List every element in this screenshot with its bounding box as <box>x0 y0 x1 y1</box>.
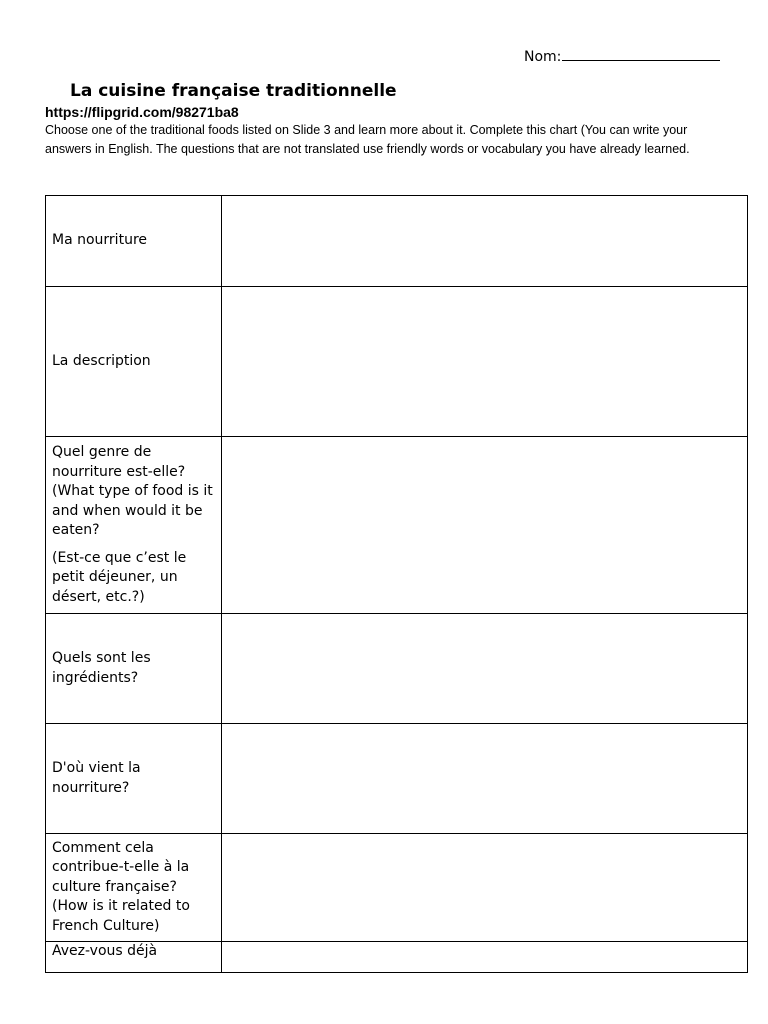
question-cell <box>46 614 222 724</box>
question-text: Avez-vous déjà <box>52 943 158 959</box>
question-text: Quel genre de nourriture est-elle? (What type of food is it and when would it be eaten? <box>52 444 213 538</box>
table-row <box>46 196 748 287</box>
question-cell <box>46 196 222 287</box>
answer-cell[interactable] <box>222 287 748 437</box>
question-text: Ma nourriture <box>52 232 147 249</box>
answer-cell[interactable] <box>222 942 748 973</box>
answer-cell[interactable] <box>222 834 748 942</box>
question-text: D'où vient la nourriture? <box>52 760 141 796</box>
table-row <box>46 437 748 614</box>
table-row <box>46 724 748 834</box>
table-row <box>46 614 748 724</box>
name-field[interactable] <box>524 46 720 65</box>
table-row <box>46 287 748 437</box>
name-label: Nom: <box>524 49 562 65</box>
page-title: La cuisine française traditionnelle <box>70 81 397 101</box>
answer-cell[interactable] <box>222 724 748 834</box>
name-blank-line[interactable] <box>562 46 720 61</box>
answer-cell[interactable] <box>222 437 748 614</box>
flipgrid-link[interactable]: https://flipgrid.com/98271ba8 <box>45 104 239 120</box>
question-cell <box>46 437 222 614</box>
answer-cell[interactable] <box>222 614 748 724</box>
table-row <box>46 834 748 942</box>
question-text: La description <box>52 352 151 369</box>
instructions-text: Choose one of the traditional foods listed on Slide 3 and learn more about it. Complete this chart (You can write your answers in English. The questions that are not translated use friendly words or vocabulary you have already learned. <box>45 123 690 156</box>
question-cell <box>46 287 222 437</box>
question-cell <box>46 724 222 834</box>
table-row <box>46 942 748 973</box>
answer-cell[interactable] <box>222 196 748 287</box>
question-cell <box>46 834 222 942</box>
question-cell <box>46 942 222 973</box>
question-text: Quels sont les ingrédients? <box>52 650 151 686</box>
question-subtext: (Est-ce que c’est le petit déjeuner, un désert, etc.?) <box>52 549 187 605</box>
worksheet-chart <box>45 195 748 973</box>
question-text: Comment cela contribue-t-elle à la culture française? (How is it related to French Culture) <box>52 839 190 934</box>
